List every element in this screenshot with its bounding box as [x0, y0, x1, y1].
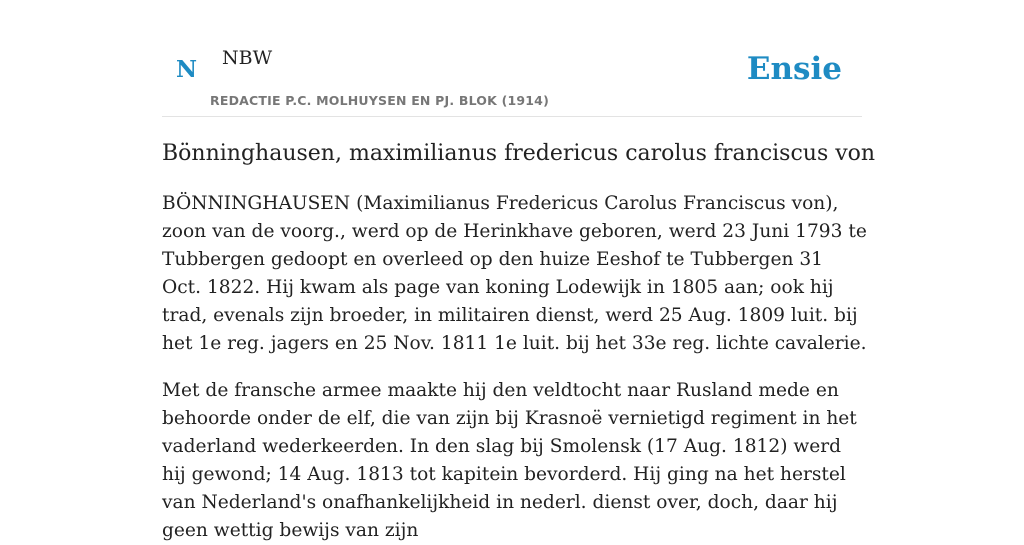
article-title: Bönninghausen, maximilianus fredericus carolus franciscus von [162, 141, 876, 166]
article-paragraph-2: Met de fransche armee maakte hij den veldtocht naar Rusland mede en behoorde onder de elf, die van zijn bij Krasnoë vernietigd regiment in het vaderland wederkeerden. In den slag bij Smolensk (17 Aug. 1812) werd hij gewond; 14 Aug. 1813 tot kapitein bevorderd. Hij ging na het herstel van Nederland's onafhankelijkheid in nederl. dienst over, doch, daar hij geen wettig bewijs van zijn [162, 380, 857, 541]
article-paragraph-1: BÖNNINGHAUSEN (Maximilianus Fredericus Carolus Franciscus von), zoon van de voorg., werd op de Herinkhave geboren, werd 23 Juni 1793 te Tubbergen gedoopt en overleed op den huize Eeshof te Tubbergen 31 Oct. 1822. Hij kwam als page van koning Lodewijk in 1805 aan; ook hij trad, evenals zijn broeder, in militairen dienst, werd 25 Aug. 1809 luit. bij het 1e reg. jagers en 25 Nov. 1811 1e luit. bij het 33e reg. lichte cavalerie. [162, 193, 867, 354]
source-subtitle: REDACTIE P.C. MOLHUYSEN EN PJ. BLOK (1914) [210, 93, 549, 108]
source-title: NBW [222, 47, 273, 69]
site-header [162, 0, 862, 117]
article [162, 138, 876, 545]
brand-logo[interactable]: Ensie [746, 51, 842, 87]
source-logo[interactable]: N [176, 56, 198, 83]
